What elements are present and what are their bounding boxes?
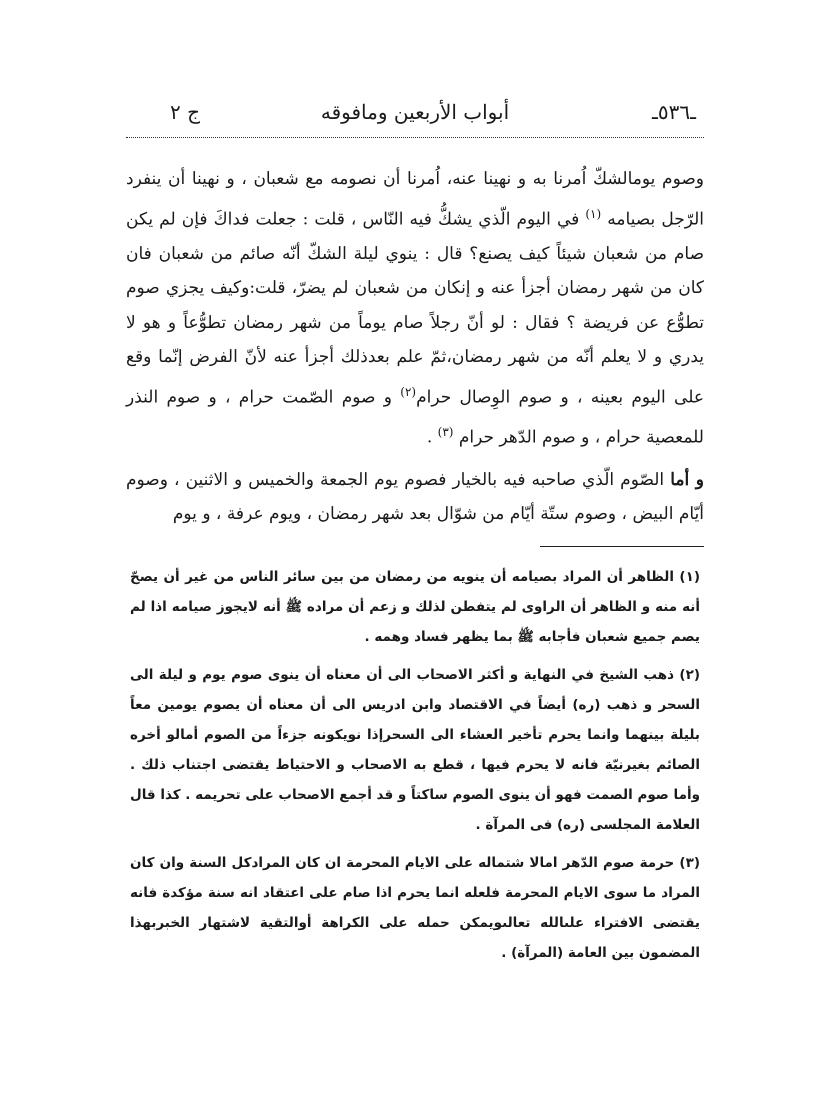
chapter-title: أبواب الأربعين ومافوقه [320, 100, 510, 124]
footnote-ref-1: (١) [585, 206, 602, 221]
text-segment: وصوم يومالشكّ اُمرنا به و نهينا عنه، اُمرنا أن نصومه مع شعبان ، و نهينا أن ينفرد الرّجل بصيامه [126, 169, 704, 230]
page-number: ـ٥٣٦ـ [652, 100, 696, 124]
paragraph-lead: و أما [670, 469, 705, 490]
text-segment: في اليوم الّذي يشكُّ فيه النّاس ، قلت : جعلت فداكَ فإن لم يكن صام من شعبان شيئاً كيف يصنع؟ قال : ينوي ليلة الشكّ أنّه صائم من شعبان فان كان من شهر رمضان أجزأ عنه و إنكان من شعبان لم يضرّ، قلت:وكيف يجزي صوم تطوُّع عن فريضة ؟ فقال : لو أنّ رجلاً صام يوماً من شهر رمضان تطوُّعاً و هو لا يدري و لا يعلم أنّه من شهر رمضان،ثمّ علم بعدذلك أجزأ عنه لأنّ الفرض إنّما وقع على اليوم بعينه ، و صوم الوِصال حرام [126, 209, 704, 408]
footnote-3: (٣) حرمة صوم الدّهر امالا شتماله على الايام المحرمة ان كان المرادكل السنة وان كان المراد ما سوى الايام المحرمة فلعله انما يحرم اذا صام على اعتقاد انه سنة مؤكدة فانه يقتضى الافتراء علىالله تعالىويمكن حمله على الكراهة أوالتقية لاشتهار الخبربهذا المضمون بين العامة (المرآة) . [130, 855, 700, 961]
text-segment: و صوم الصّمت حرام ، و صوم النذر للمعصية حرام ، و صوم الدّهر حرام [126, 387, 704, 448]
main-paragraph-2 [126, 463, 704, 532]
footnote-1: (١) الظاهر أن المراد بصيامه أن ينويه من رمضان من بين سائر الناس من غير أن يصحّ أنه منه و الظاهر أن الراوى لم يتفطن لذلك و زعم أن مراده ﷺ أنه لايجوز صيامه اذا لم يصم جميع شعبان فأجابه ﷺ بما يظهر فساد وهمه . [130, 569, 700, 645]
volume-label: ج ٢ [170, 100, 201, 124]
text-segment: الصّوم الّذي صاحبه فيه بالخيار فصوم يوم الجمعة والخميس و الاثنين ، وصوم أيّام البيض ، وصوم ستّة أيّام من شوّال بعد شهر رمضان ، ويوم عرفة ، و يوم [126, 469, 704, 525]
footnote-ref-2: (٢) [400, 384, 417, 399]
footnote-ref-3: (٣) [437, 424, 454, 439]
main-paragraph-1 [126, 162, 704, 455]
page-header [126, 100, 704, 136]
footnote-divider [540, 546, 704, 547]
footnote-2: (٢) ذهب الشيخ في النهاية و أكثر الاصحاب الى أن معناه أن ينوى صوم يوم و ليلة الى السحر و ذهب (ره) أيضاً في الاقتصاد وابن ادريس الى أن معناه أن يصوم يومين معاً بليلة بينهما وانما يحرم تأخير العشاء الى السحرإذا نويكونه جزءاً من الصوم أمالو أخره الصائم بغيرنيّة فانه لا يحرم فيها ، قطع به الاصحاب و الاحتياط يقتضى اجتناب ذلك . وأما صوم الصمت فهو أن ينوى الصوم ساكتاً و قد أجمع الاصحاب على تحريمه . كذا قال العلامة المجلسى (ره) فى المرآة . [130, 667, 700, 833]
text-segment: . [426, 427, 438, 448]
header-divider [126, 137, 704, 138]
main-text [126, 162, 704, 532]
footnotes [130, 562, 700, 976]
